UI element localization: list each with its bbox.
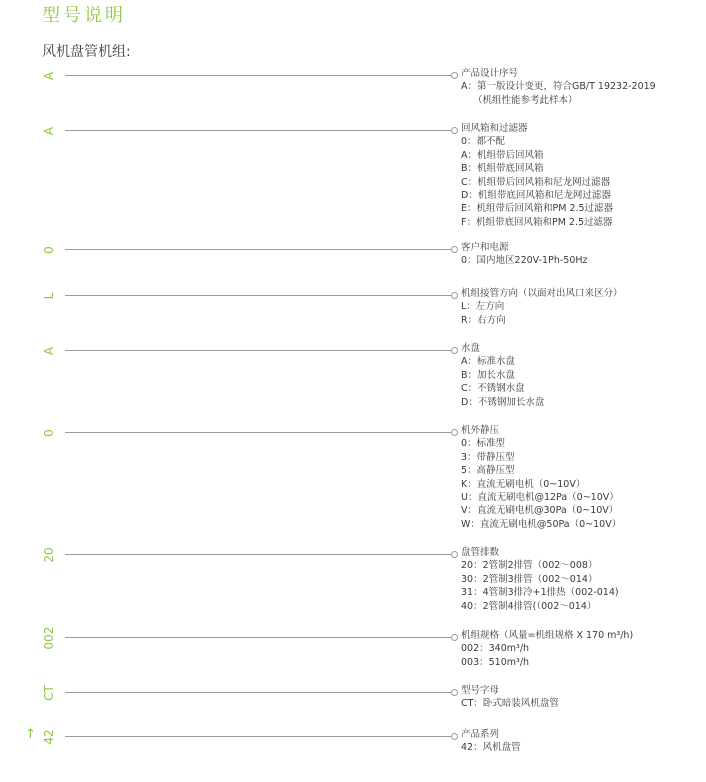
code-letter: 002 [42, 626, 56, 650]
option-line: D：不锈钢加长水盘 [461, 396, 545, 408]
code-letter: A [42, 126, 56, 136]
connector-dot [451, 127, 458, 134]
option-line: CT：卧式暗装风机盘管 [461, 698, 559, 710]
option-line: A：第一版设计变更，符合GB/T 19232-2019 [461, 81, 656, 93]
connector-dot [451, 246, 458, 253]
section-label: 客户和电源 [461, 242, 509, 253]
option-line: （机组性能参考此样本） [473, 94, 578, 106]
page-title: 型号说明 [42, 5, 126, 26]
option-line: B：机组带底回风箱 [461, 163, 544, 175]
section-label: 型号字母 [461, 685, 500, 696]
option-line: 3：带静压型 [461, 451, 515, 463]
code-description [461, 287, 623, 327]
option-line: 20：2管制2排管（002～008） [461, 560, 598, 572]
connector-dot [451, 551, 458, 558]
option-line: B：加长水盘 [461, 369, 516, 381]
option-line: V：直流无刷电机@30Pa（0~10V） [461, 505, 619, 517]
option-line: A：机组带后回风箱 [461, 149, 544, 161]
option-line: 5：高静压型 [461, 465, 515, 477]
option-line: L：左方向 [461, 301, 505, 313]
connector-dot [451, 733, 458, 740]
code-description [461, 629, 633, 669]
connector-line [65, 75, 451, 76]
section-label: 机组接管方向（以面对出风口来区分） [461, 288, 623, 299]
section-label: 机外静压 [461, 425, 500, 436]
connector-dot [451, 689, 458, 696]
connector-line [65, 554, 451, 555]
connector-line [65, 130, 451, 131]
section-label: 机组规格（风量=机组规格 X 170 m³/h) [461, 630, 634, 641]
code-letter: 20 [42, 547, 56, 563]
code-description [461, 122, 613, 229]
section-label: 盘管排数 [461, 547, 500, 558]
option-line: F：机组带底回风箱和PM 2.5过滤器 [461, 216, 613, 228]
option-line: 42：风机盘管 [461, 742, 521, 754]
code-description [461, 424, 621, 531]
connector-line [65, 637, 451, 638]
connector-dot [451, 72, 458, 79]
code-description [461, 342, 544, 409]
connector-dot [451, 347, 458, 354]
code-letter: A [42, 346, 56, 356]
option-line: A：标准水盘 [461, 356, 515, 368]
option-line: 0：标准型 [461, 438, 506, 450]
code-description [461, 67, 656, 107]
code-letter: 0 [42, 246, 56, 254]
connector-dot [451, 634, 458, 641]
code-description [461, 728, 521, 755]
connector-line [65, 692, 451, 693]
page-subtitle: 风机盘管机组: [42, 44, 131, 60]
option-line: 40：2管制4排管(（002～014） [461, 600, 597, 612]
code-description [461, 684, 559, 711]
connector-line [65, 350, 451, 351]
connector-dot [451, 292, 458, 299]
code-description [461, 546, 619, 613]
option-line: W：直流无刷电机@50Pa（0~10V） [461, 518, 622, 530]
code-letter: L [42, 292, 56, 300]
option-line: 002：340m³/h [461, 643, 530, 655]
connector-dot [451, 429, 458, 436]
option-line: D：机组带底回风箱和尼龙网过滤器 [461, 190, 611, 202]
code-letter: 42 [42, 729, 56, 745]
code-letter: 0 [42, 429, 56, 437]
section-label: 产品设计序号 [461, 68, 519, 79]
code-description [461, 241, 588, 268]
option-line: C：不锈钢水盘 [461, 383, 525, 395]
option-line: 31：4管制3排冷+1排热（002-014) [461, 587, 619, 599]
code-letter: CT [42, 685, 56, 701]
section-label: 产品系列 [461, 729, 500, 740]
section-label: 水盘 [461, 343, 481, 354]
section-label: 回风箱和过滤器 [461, 123, 528, 134]
code-letter: A [42, 71, 56, 81]
option-line: 003：510m³/h [461, 656, 530, 668]
option-line: C：机组带后回风箱和尼龙网过滤器 [461, 176, 611, 188]
option-line: K：直流无刷电机（0~10V） [461, 478, 586, 490]
option-line: 30：2管制3排管（002～014） [461, 573, 598, 585]
arrow-up-icon: ↑ [25, 727, 36, 742]
option-line: U：直流无刷电机@12Pa（0~10V） [461, 492, 619, 504]
connector-line [65, 736, 451, 737]
option-line: R：右方向 [461, 314, 506, 326]
option-line: 0：都不配 [461, 136, 506, 148]
option-line: E：机组带后回风箱和PM 2.5过滤器 [461, 203, 614, 215]
connector-line [65, 249, 451, 250]
connector-line [65, 432, 451, 433]
option-line: 0：国内地区220V-1Ph-50Hz [461, 255, 588, 267]
connector-line [65, 295, 451, 296]
